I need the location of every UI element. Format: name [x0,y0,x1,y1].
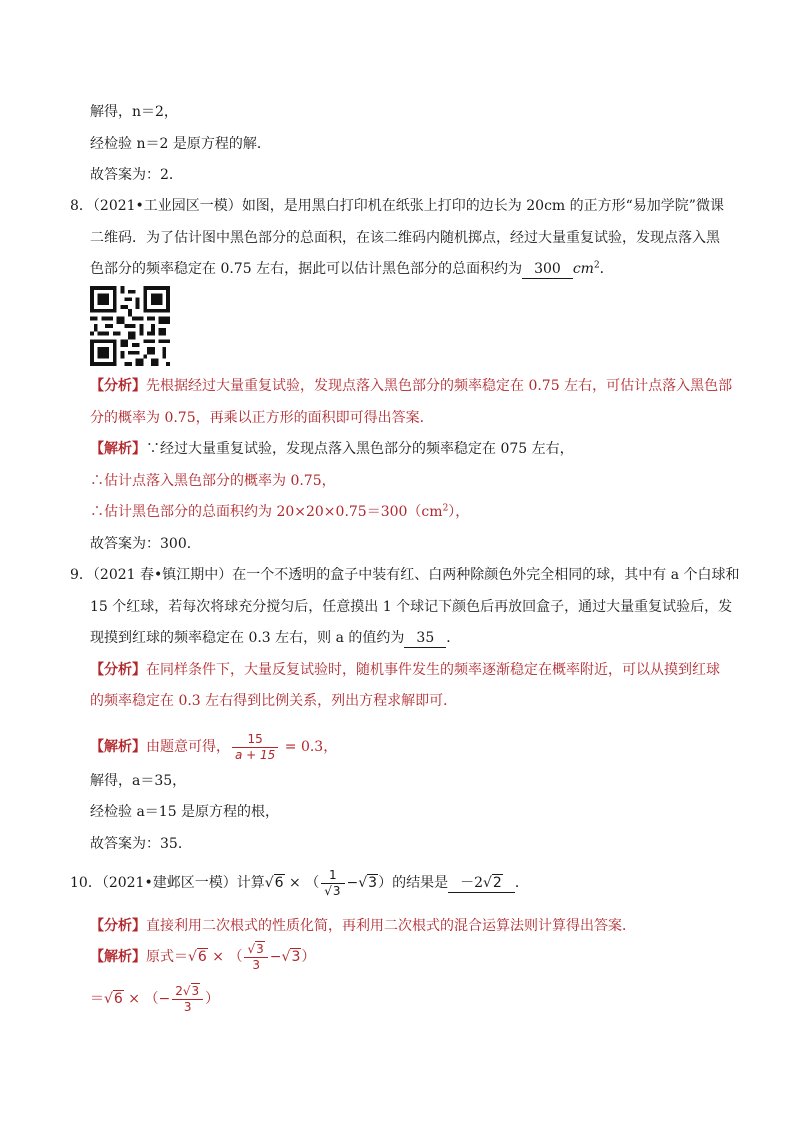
q9-line-1 [70,565,740,585]
q9-solution-line-1 [90,730,337,764]
q8-analysis-text: 先根据经过大量重复试验，发现点落入黑色部分的频率稳定在 0.75 左右，可估计点落入黑色部 [146,378,733,394]
q8-number: 8． [70,198,93,214]
q8-solution-exp: 2 [442,503,449,514]
q9-line-3 [90,628,460,648]
q10-solution-minus: − [269,949,282,965]
q8-unit-exp: 2 [593,260,600,271]
q9-end: ． [446,630,461,646]
q10-solution2-fraction-numerator: 2√3 [172,984,203,1000]
answer-line: 故答案为：2． [90,167,183,183]
q10-solution2-fraction [172,984,203,1015]
q10-solution-sqrt6: √6 [188,949,207,965]
q10-solution2-pre: ＝ [90,991,104,1007]
q10-number: 10． [70,875,102,891]
q8-answer-blank: 300 [522,260,573,279]
q10-solution-pre: 原式＝ [146,949,188,965]
q9-line-2: 15 个红球，若每次将球充分搅匀后，任意摸出 1 个球记下颜色后再放回盒子，通过大量重复试验后，发 [90,599,733,615]
q10-solution-times: × （ [207,949,243,965]
q9-solved-line: 解得，a＝35， [90,773,187,789]
q10-minus: − [346,875,359,891]
q9-solution-text: 由题意可得， [146,739,230,755]
q10-solution-line-1 [90,940,315,974]
q8-line-2: 二维码．为了估计图中黑色部分的总面积，在该二维码内随机掷点，经过大量重复试验，发现点落入黑 [90,230,720,246]
q10-text: 计算 [236,875,265,891]
q9-text-3: 现摸到红球的频率稳定在 0.3 左右，则 a 的值约为 [90,630,405,646]
solution-tag: 【解析】 [90,949,146,965]
q10-solution-fraction-numerator: √3 [244,942,267,958]
q10-text-mid: ）的结果是 [378,875,449,891]
q8-solution-text-3: ∴估计黑色部分的总面积约为 20×20×0.75＝300（cm [90,504,443,520]
solution-solved-line: 解得，n＝2， [90,104,178,120]
q9-number: 9． [70,567,93,583]
q9-fraction-numerator: 15 [232,732,278,748]
analysis-tag: 【分析】 [90,662,146,678]
q10-fraction [321,868,344,899]
q9-answer-blank: 35 [404,629,446,648]
q8-solution-text: ∵经过大量重复试验，发现点落入黑色部分的频率稳定在 075 左右， [146,441,574,457]
q10-solution-sqrt3: √3 [281,949,301,965]
q8-line-3 [90,259,614,279]
q10-times: × （ [284,875,320,891]
q10-answer-blank: －2√2 [448,874,515,893]
q8-solution-text-3b: ）， [448,504,470,520]
qr-code-image [90,286,170,366]
q9-analysis-text: 在同样条件下，大量反复试验时，随机事件发生的频率逐渐稳定在概率附近，可以从摸到红球 [146,662,720,678]
q8-line-1 [70,196,724,216]
q10-solution-fraction [244,942,267,973]
solution-tag: 【解析】 [90,739,146,755]
q8-solution-line-1 [90,439,574,459]
q8-answer-line: 故答案为：300． [90,536,201,552]
solution-tag: 【解析】 [90,441,146,457]
q10-fraction-denominator: √3 [324,883,341,898]
q8-analysis-line-1 [90,376,732,396]
q10-sqrt3: √3 [358,875,378,891]
q9-solution-eq: = 0.3， [280,739,338,755]
q9-fraction [232,732,278,763]
q8-text-3: 色部分的频率稳定在 0.75 左右，据此可以估计黑色部分的总面积约为 [90,261,523,277]
q10-solution2-end: ） [205,991,220,1007]
q8-unit: cm [572,261,594,277]
q10-solution2-times: × （− [123,991,171,1007]
q9-fraction-denominator: a + 15 [235,747,276,762]
q9-analysis-line-2: 的频率稳定在 0.3 左右得到比例关系，列出方程求解即可． [90,693,458,709]
q8-text: 如图，是用黑白打印机在纸张上打印的边长为 20cm 的正方形“易加学院”微课 [241,198,724,214]
analysis-tag: 【分析】 [90,378,146,394]
q10-source: （2021•建邺区一模） [101,875,237,891]
q10-analysis-text: 直接利用二次根式的性质化简，再利用二次根式的混合运算法则计算得出答案． [146,918,636,934]
q10-solution2-fraction-denominator: 3 [183,999,192,1014]
q8-solution-line-2: ∴估计点落入黑色部分的概率为 0.75， [90,473,336,489]
q9-analysis-line-1 [90,660,720,680]
q10-solution-line-2 [90,982,219,1016]
q10-line-1 [70,866,529,900]
q10-solution-end: ） [301,949,316,965]
q10-solution-fraction-denominator: 3 [252,957,260,972]
q10-analysis-line [90,916,636,936]
q9-text: 在一个不透明的盒子中装有红、白两种除颜色外完全相同的球，其中有 a 个白球和 [232,567,740,583]
q8-end: ． [599,261,614,277]
analysis-tag: 【分析】 [90,918,146,934]
q9-source: （2021 春•镇江期中） [92,567,233,583]
q8-source: （2021•工业园区一模） [92,198,242,214]
q8-analysis-line-2: 分的概率为 0.75，再乘以正方形的面积即可得出答案． [90,410,434,426]
q9-check-line: 经检验 a＝15 是原方程的根， [90,804,280,820]
q8-solution-line-3 [90,502,469,522]
q10-end: ． [514,875,529,891]
q9-answer-line: 故答案为：35． [90,836,192,852]
q10-solution2-sqrt6: √6 [104,991,123,1007]
q10-fraction-numerator: 1 [321,868,344,884]
q10-sqrt6: √6 [264,875,284,891]
solution-check-line: 经检验 n＝2 是原方程的解． [90,136,271,152]
